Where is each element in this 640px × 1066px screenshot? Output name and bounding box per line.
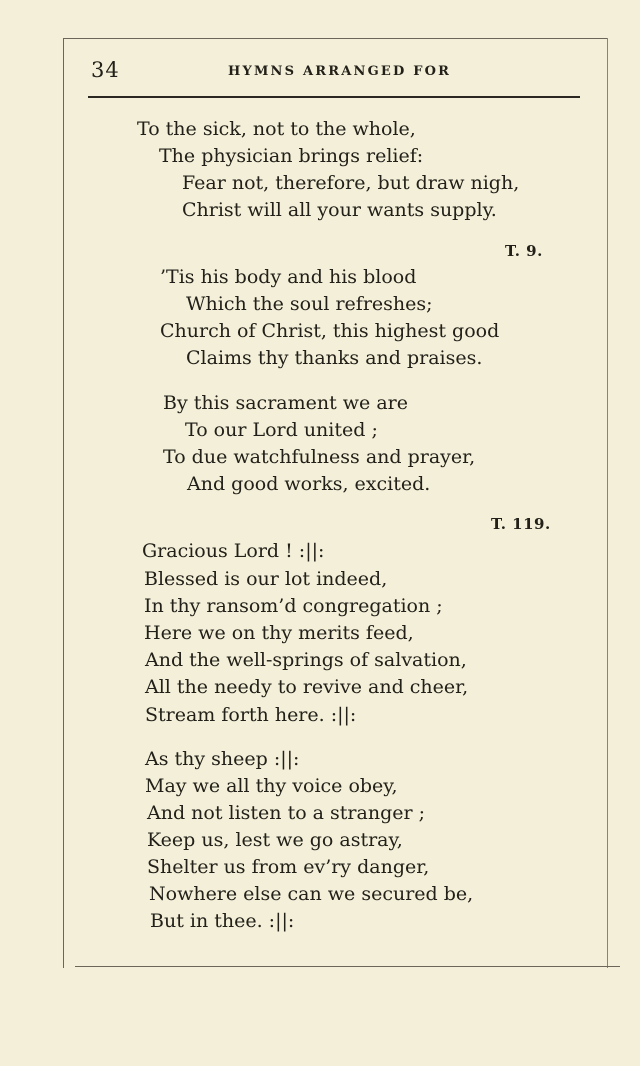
verse-line: May we all thy voice obey, [145, 775, 398, 797]
tune-reference: T. 119. [491, 515, 551, 533]
verse-line: But in thee. :||: [150, 910, 295, 932]
verse-line: Blessed is our lot indeed, [144, 568, 388, 590]
verse-line: Gracious Lord ! :||: [142, 540, 325, 562]
verse-line: In thy ransom’d congregation ; [144, 595, 443, 617]
verse-line: Stream forth here. :||: [145, 704, 357, 726]
verse-line: By this sacrament we are [163, 392, 408, 414]
tune-reference: T. 9. [505, 242, 543, 260]
verse-line: Shelter us from ev’ry danger, [147, 856, 430, 878]
verse-line: All the needy to revive and cheer, [145, 676, 469, 698]
page-frame-bottom [75, 966, 620, 967]
verse-line: Which the soul refreshes; [186, 293, 433, 315]
verse-line: And the well-springs of salvation, [145, 649, 467, 671]
verse-line: And not listen to a stranger ; [147, 802, 426, 824]
verse-line: The physician brings relief: [159, 145, 424, 167]
page-number: 34 [91, 58, 120, 82]
verse-line: Keep us, lest we go astray, [147, 829, 403, 851]
page-frame-left [63, 38, 64, 968]
verse-line: To our Lord united ; [185, 419, 378, 441]
verse-line: Church of Christ, this highest good [160, 320, 500, 342]
verse-line: To due watchfulness and prayer, [163, 446, 476, 468]
page-frame-right [607, 38, 608, 968]
verse-line: To the sick, not to the whole, [137, 118, 416, 140]
verse-line: Claims thy thanks and praises. [186, 347, 483, 369]
verse-line: Here we on thy merits feed, [144, 622, 414, 644]
verse-line: ’Tis his body and his blood [160, 266, 417, 288]
verse-line: And good works, excited. [187, 473, 431, 495]
verse-line: Fear not, therefore, but draw nigh, [182, 172, 520, 194]
verse-line: As thy sheep :||: [145, 748, 300, 770]
page-frame-top [63, 38, 608, 39]
header-rule [88, 96, 580, 98]
running-head: HYMNS ARRANGED FOR [228, 64, 452, 79]
verse-line: Christ will all your wants supply. [182, 199, 497, 221]
verse-line: Nowhere else can we secured be, [149, 883, 474, 905]
